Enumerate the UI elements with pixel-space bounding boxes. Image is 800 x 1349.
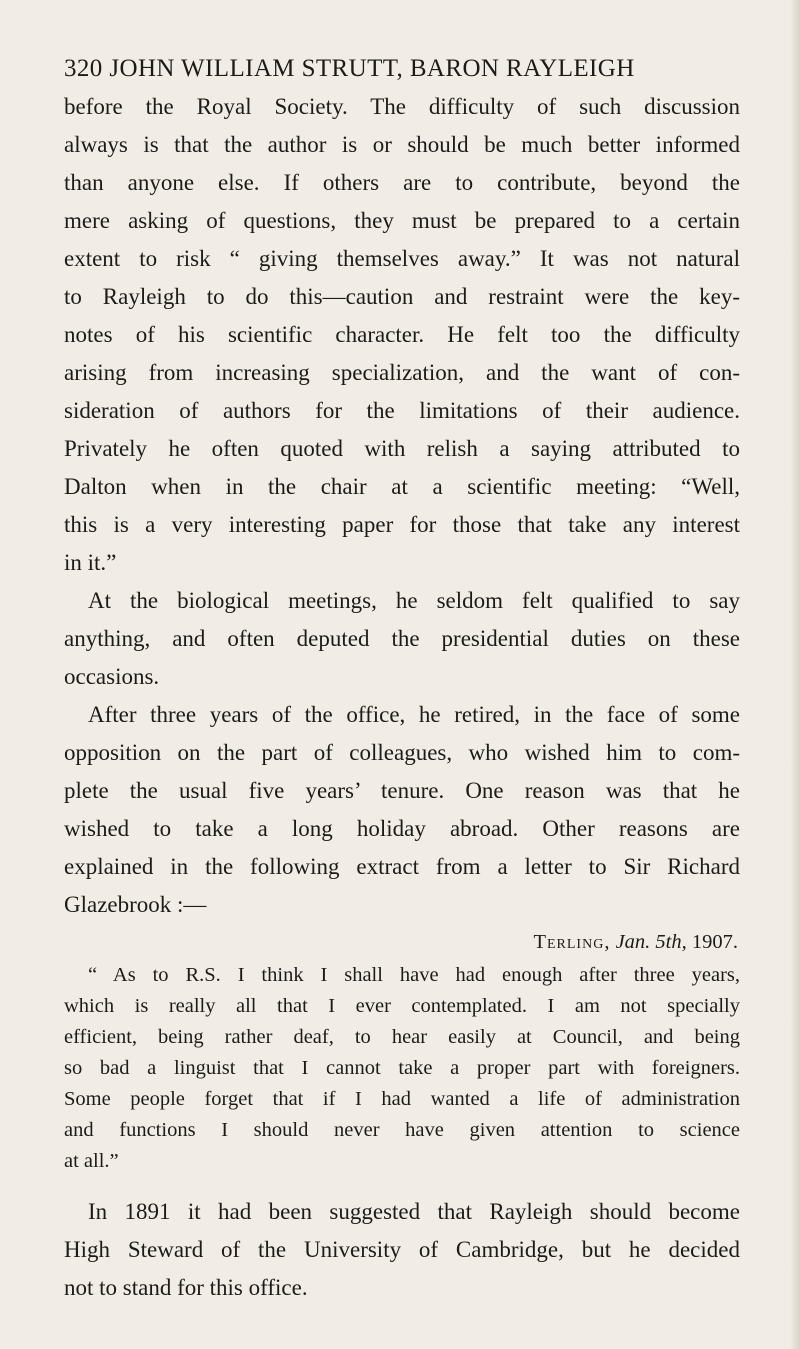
quote-line: Some people forget that if I had wanted a life of administration [64,1088,740,1110]
page-number: 320 [64,55,103,82]
text-line: Dalton when in the chair at a scientific meeting: “Well, [64,474,740,499]
text-line: After three years of the office, he retired, in the face of some [88,702,740,727]
quote-line: which is really all that I ever contemplated. I am not specially [64,995,740,1017]
text-line: not to stand for this office. [64,1275,308,1300]
quote-line: at all.” [64,1150,119,1172]
quote-line: “ As to R.S. I think I shall have had enough after three years, [88,964,740,986]
text-line: anything, and often deputed the presidential duties on these [64,626,740,651]
text-line: notes of his scientific character. He felt too the difficulty [64,322,740,347]
quote-line: efficient, being rather deaf, to hear easily at Council, and being [64,1026,740,1048]
letter-dateline [533,929,738,955]
text-line: At the biological meetings, he seldom felt qualified to say [88,588,740,613]
text-line: occasions. [64,664,160,689]
text-line: extent to risk “ giving themselves away.” It was not natural [64,246,740,271]
text-line: Privately he often quoted with relish a saying attributed to [64,436,740,461]
quote-line: and functions I should never have given attention to science [64,1119,740,1141]
text-line: sideration of authors for the limitations of their audience. [64,398,740,423]
text-line: arising from increasing specialization, and the want of con- [64,360,740,385]
text-line: Glazebrook :— [64,892,207,917]
text-line: always is that the author is or should be much better informed [64,132,740,157]
letter-place: Terling, [533,931,611,953]
text-line: this is a very interesting paper for those that take any interest [64,512,740,537]
running-title: JOHN WILLIAM STRUTT, BARON RAYLEIGH [109,55,635,82]
text-line: wished to take a long holiday abroad. Other reasons are [64,816,740,841]
text-line: opposition on the part of colleagues, who wished him to com- [64,740,740,765]
text-line: In 1891 it had been suggested that Rayleigh should become [88,1199,740,1224]
text-line: explained in the following extract from a letter to Sir Richard [64,854,740,879]
letter-year: 1907. [691,931,738,953]
running-header [64,52,740,86]
page-edge-shadow [790,0,800,1349]
text-line: than anyone else. If others are to contribute, beyond the [64,170,740,195]
text-line: plete the usual five years’ tenure. One reason was that he [64,778,740,803]
text-line: to Rayleigh to do this—caution and restraint were the key- [64,284,740,309]
text-line: High Steward of the University of Cambridge, but he decided [64,1237,740,1262]
text-line: before the Royal Society. The difficulty of such discussion [64,94,740,119]
quote-line: so bad a linguist that I cannot take a proper part with foreigners. [64,1057,740,1079]
text-line: mere asking of questions, they must be prepared to a certain [64,208,740,233]
text-line: in it.” [64,550,117,575]
letter-date: Jan. 5th, [615,931,687,953]
